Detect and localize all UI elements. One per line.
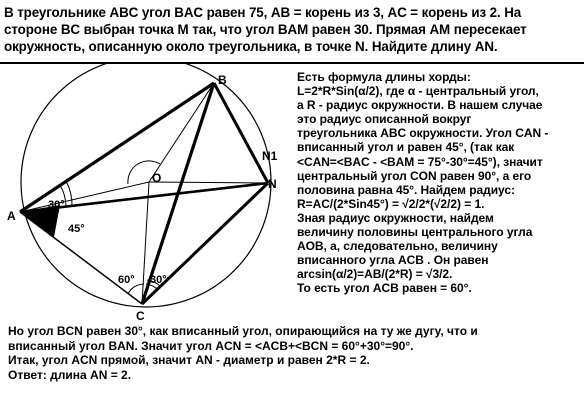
point-n-label: N	[268, 177, 277, 191]
solution-line: arcsin(α/2)=AB/(2*R) = √3/2.	[297, 267, 453, 282]
solution-line: вписанного угла ACB . Он равен	[297, 253, 489, 268]
point-b-label: B	[218, 73, 227, 87]
radius-on	[149, 182, 268, 183]
point-a-label: A	[7, 209, 16, 223]
angle-30c-label: 30°	[150, 274, 167, 286]
solution-line: Есть формула длины хорды:	[297, 70, 471, 84]
problem-line: В треугольнике ABC угол BAC равен 75, AB = корень из 3, AC = корень из 2. На	[4, 5, 522, 20]
angle-60-label: 60°	[118, 274, 135, 286]
solution-bottom-text	[8, 324, 582, 382]
solution-line: <CAN=<BAC - <BAM = 75°-30°=45°), значит	[297, 154, 543, 169]
point-c-label: C	[136, 309, 145, 323]
solution-line: половина равна 45°. Найдем радиус:	[297, 182, 515, 197]
segment-bn	[214, 83, 268, 183]
problem-statement	[4, 4, 580, 55]
point-n1-label: N1	[262, 149, 278, 163]
solution-line: AOB, а, следовательно, величину	[297, 239, 498, 254]
solution-line: То есть угол ACB равен = 60°.	[297, 281, 472, 296]
solution-line: а R - радиус окружности. В нашем случае	[297, 98, 543, 113]
solution-line: вписанный угол и равен 45°, (так как	[297, 140, 515, 155]
solution-line: L=2*R*Sin(α/2), где α - центральный угол,	[297, 84, 539, 99]
geometry-figure	[0, 64, 300, 324]
problem-line: стороне BC выбран точка M так, что угол BAM равен 30. Прямая AM пересекает	[4, 22, 527, 37]
solution-line: центральный угол CON равен 90°, а его	[297, 168, 532, 183]
solution-line: треугольника ABC окружности. Угол CAN -	[297, 126, 549, 141]
point-o-label: O	[152, 171, 162, 185]
solution-line: Зная радиус окружности, найдем	[297, 210, 494, 225]
radius-oa	[20, 182, 149, 212]
solution-line: вписанный угол BAN. Значит угол ACN = <ACB+<BCN = 60°+30°=90°.	[8, 338, 414, 353]
solution-line: Итак, угол ACN прямой, значит AN - диаметр и равен 2*R = 2.	[8, 353, 370, 368]
solution-line: Но угол BCN равен 30°, как вписанный угол, опирающийся на ту же дугу, что и	[8, 324, 478, 338]
solution-right-column	[297, 70, 581, 296]
solution-line: величину половины центрального угла	[297, 225, 533, 240]
angle-30-arc-2	[66, 181, 72, 206]
solution-line: это радиус описанной вокруг	[297, 112, 472, 127]
angle-45-label: 45°	[68, 223, 85, 235]
solution-line: R=AC/(2*Sin45°) = √2/2*(√2/2) = 1.	[297, 196, 485, 211]
radius-ob	[149, 83, 214, 182]
answer-line: Ответ: длина AN = 2.	[8, 367, 132, 382]
angle-30-label: 30°	[48, 199, 65, 211]
problem-line: окружность, описанную около треугольника, в точке N. Найдите длину AN.	[4, 39, 498, 54]
